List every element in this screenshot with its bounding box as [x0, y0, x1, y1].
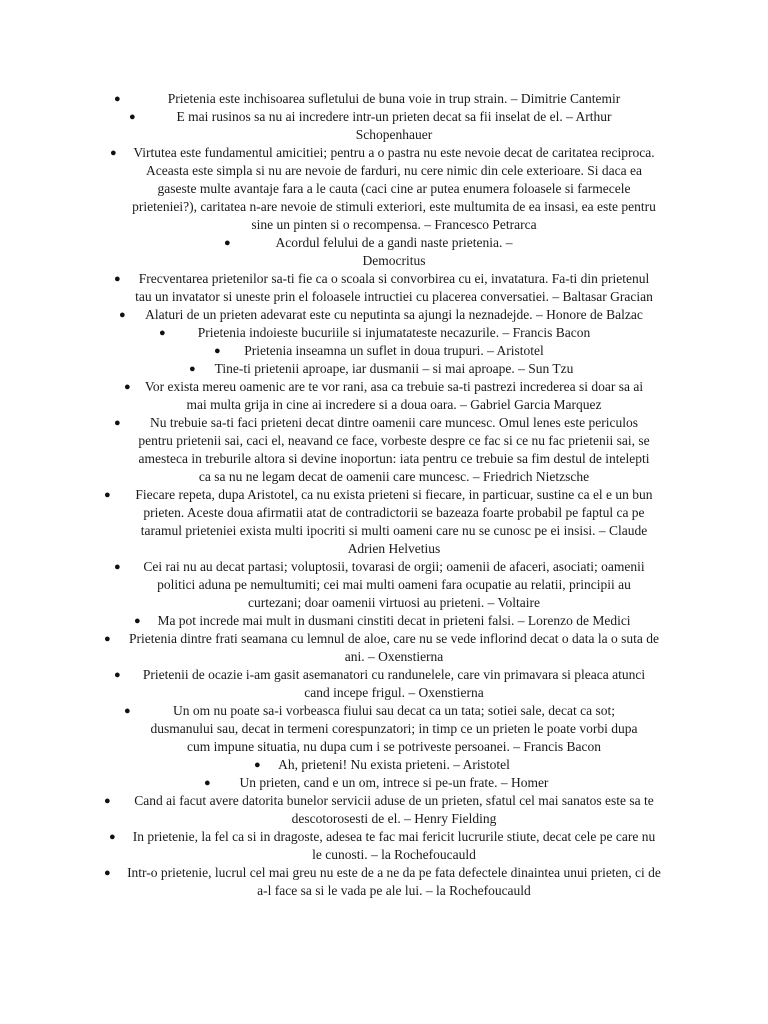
quote-text: Frecventarea prietenilor sa-ti fie ca o scoala si convorbirea cu ei, invatatura. Fa-ti din prietenul tau un invatator si uneste prin el foloasele intructiei cu placerea conversatiei. – Baltasar Gracian: [135, 271, 653, 304]
quote-item: [0, 306, 768, 324]
quote-text: Cei rai nu au decat partasi; voluptosii, tovarasi de orgii; oamenii de afaceri, asociati; oamenii politici aduna pe nemultumiti; cei mai multi oameni fara ocupatie au relatii, principii au curtezani; doar oamenii virtuosi au prieteni. – Voltaire: [143, 559, 645, 610]
bullet-icon: ●: [110, 147, 117, 159]
quote-text: E mai rusinos sa nu ai incredere intr-un prieten decat sa fii inselat de el. – Arthur Schopenhauer: [176, 109, 612, 142]
quotes-list: [0, 90, 768, 900]
bullet-icon: ●: [114, 93, 121, 105]
bullet-icon: ●: [224, 237, 231, 249]
bullet-icon: ●: [104, 867, 111, 879]
bullet-icon: ●: [134, 615, 141, 627]
quote-text: Intr-o prietenie, lucrul cel mai greu nu este de a ne da pe fata defectele dinaintea unui prieten, ci de a-l face sa si le vada pe ale lui. – la Rochefoucauld: [127, 865, 661, 898]
bullet-icon: ●: [214, 345, 221, 357]
bullet-icon: ●: [114, 561, 121, 573]
quote-item: [0, 360, 768, 378]
quote-item: [0, 774, 768, 792]
quote-text: Prietenia indoieste bucuriile si injumatateste necazurile. – Francis Bacon: [197, 325, 591, 340]
bullet-icon: ●: [114, 417, 121, 429]
quote-item: [0, 828, 768, 864]
quote-item: [0, 270, 768, 306]
bullet-icon: ●: [114, 669, 121, 681]
bullet-icon: ●: [129, 111, 136, 123]
quote-text: Prietenia inseamna un suflet in doua trupuri. – Aristotel: [244, 343, 544, 358]
bullet-icon: ●: [104, 489, 111, 501]
quote-item: [0, 630, 768, 666]
bullet-icon: ●: [119, 309, 126, 321]
quote-text: Cand ai facut avere datorita bunelor servicii aduse de un prieten, sfatul cel mai sanatos este sa te descotorosesti de el. – Henry Fielding: [134, 793, 654, 826]
bullet-icon: ●: [104, 633, 111, 645]
quote-text: Un prieten, cand e un om, intrece si pe-un frate. – Homer: [239, 775, 549, 790]
quote-text: Virtutea este fundamentul amicitiei; pentru a o pastra nu este nevoie decat de caritatea reciproca. Aceasta este simpla si nu are nevoie de farduri, nu cere nimic din cele exterioare. Si daca ea gaseste multe avantaje fara a le cauta (caci cine ar putea enumera foloasele si farmecele prieteniei?), caritatea n-are nevoie de stimuli exteriori, este multumita de ea insasi, ea este pentru sine un pinten si o recompensa. – Francesco Petrarca: [132, 145, 656, 232]
quote-text: Ah, prieteni! Nu exista prieteni. – Aristotel: [278, 757, 510, 772]
quote-item: [0, 792, 768, 828]
quote-text: Prietenia dintre frati seamana cu lemnul de aloe, care nu se vede inflorind decat o data la o suta de ani. – Oxenstierna: [128, 631, 660, 664]
quote-item: [0, 342, 768, 360]
quote-text: Fiecare repeta, dupa Aristotel, ca nu exista prieteni si fiecare, in particuar, sustine ca el e un bun prieten. Aceste doua afirmatii atat de contradictorii se bazeaza foarte probabil pe faptul ca pe taramul prieteniei exista multi ipocriti si multi oameni care nu se cunosc pe ei insisi. – Claude Adrien Helvetius: [135, 487, 653, 556]
quote-text: Tine-ti prietenii aproape, iar dusmanii – si mai aproape. – Sun Tzu: [214, 361, 574, 376]
quote-item: [0, 702, 768, 756]
bullet-icon: ●: [189, 363, 196, 375]
quote-item: [0, 666, 768, 702]
quote-text: Ma pot increde mai mult in dusmani cinstiti decat in prieteni falsi. – Lorenzo de Medici: [157, 613, 631, 628]
quote-text: In prietenie, la fel ca si in dragoste, adesea te fac mai fericit lucrurile stiute, decat cele pe care nu le cunosti. – la Rochefoucauld: [132, 829, 656, 862]
bullet-icon: ●: [114, 273, 121, 285]
quote-text: Un om nu poate sa-i vorbeasca fiului sau decat ca un tata; sotiei sale, decat ca sot; dusmanului sau, decat in termeni corespunzatori; in timp ce un prieten le poate vorbi dupa cum impune situatia, nu dupa cum i se potriveste persoanei. – Francis Bacon: [150, 703, 638, 754]
bullet-icon: ●: [124, 381, 131, 393]
quote-text: Vor exista mereu oamenic are te vor rani, asa ca trebuie sa-ti pastrezi increderea si doar sa ai mai multa grija in cine ai incredere si a doua oara. – Gabriel Garcia Marquez: [144, 379, 644, 412]
quote-item: [0, 378, 768, 414]
bullet-icon: ●: [124, 705, 131, 717]
quote-item: [0, 756, 768, 774]
quote-item: [0, 108, 768, 144]
quote-item: [0, 324, 768, 342]
quote-item: [0, 234, 768, 270]
quote-text: Alaturi de un prieten adevarat este cu neputinta sa ajungi la neznadejde. – Honore de Balzac: [145, 307, 643, 322]
quote-text: Prietenia este inchisoarea sufletului de buna voie in trup strain. – Dimitrie Cantemir: [167, 91, 621, 106]
quote-item: [0, 864, 768, 900]
quote-text: Nu trebuie sa-ti faci prieteni decat dintre oamenii care muncesc. Omul lenes este periculos pentru prietenii sai, caci el, neavand ce face, vorbeste despre ce fac si ce nu fac prietenii sai, se amesteca in treburile altora si devine inoportun: iata pentru ce trebuie sa fim destul de intelepti ca sa nu ne legam decat de oamenii care muncesc. – Friedrich Nietzsche: [138, 415, 650, 484]
quote-item: [0, 144, 768, 234]
bullet-icon: ●: [254, 759, 261, 771]
bullet-icon: ●: [159, 327, 166, 339]
quote-text: Acordul felului de a gandi naste prietenia. – Democritus: [275, 235, 513, 268]
quote-text: Prietenii de ocazie i-am gasit asemanatori cu randunelele, care vin primavara si pleaca atunci cand incepe frigul. – Oxenstierna: [142, 667, 646, 700]
quote-item: [0, 486, 768, 558]
bullet-icon: ●: [109, 831, 116, 843]
quote-item: [0, 612, 768, 630]
document-page: [0, 90, 768, 900]
bullet-icon: ●: [104, 795, 111, 807]
quote-item: [0, 90, 768, 108]
quote-item: [0, 414, 768, 486]
bullet-icon: ●: [204, 777, 211, 789]
quote-item: [0, 558, 768, 612]
